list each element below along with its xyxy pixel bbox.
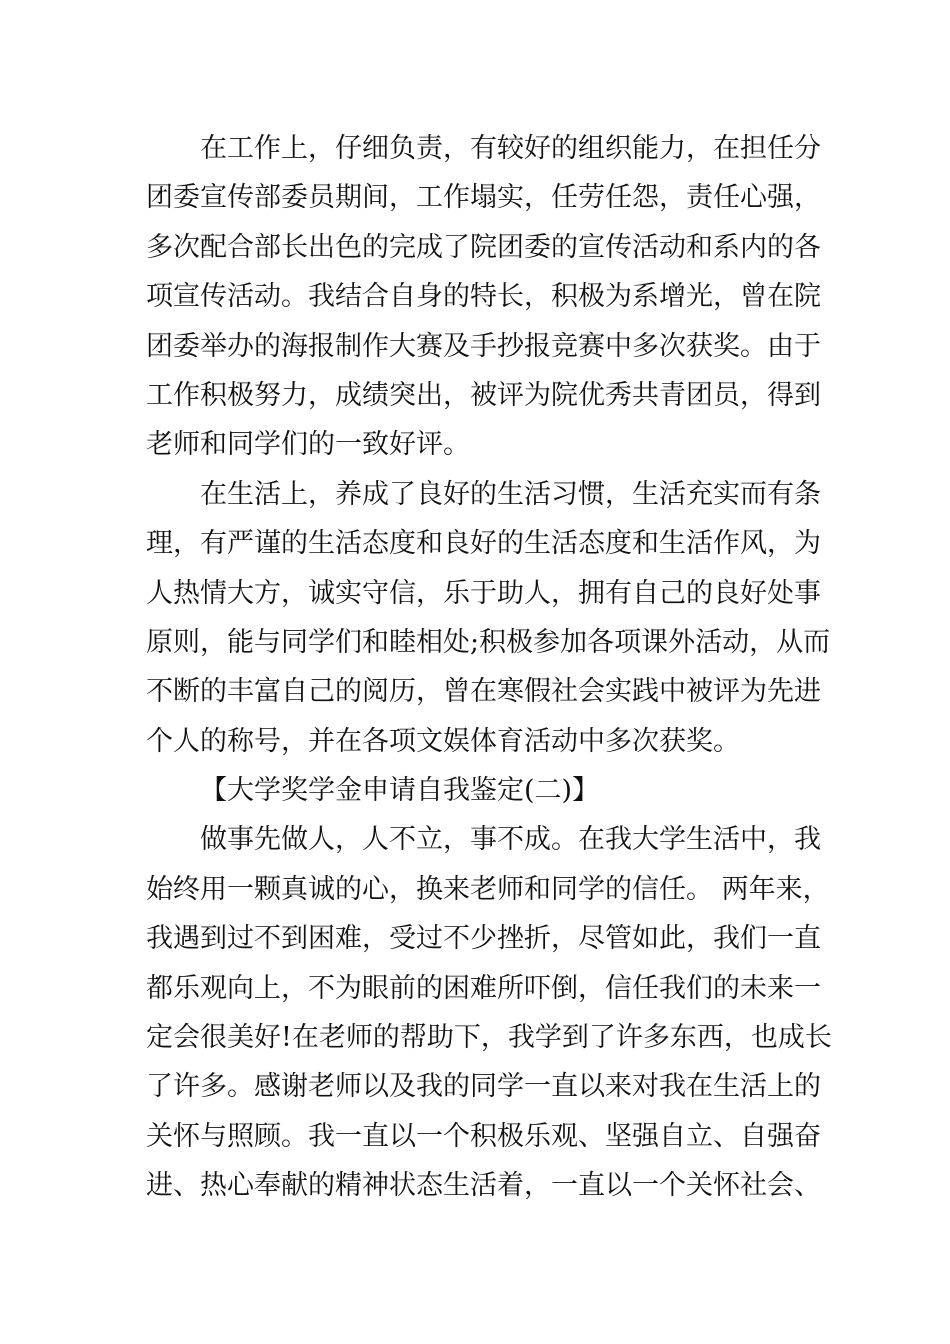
text-line: 老师和同学们的一致好评。 xyxy=(146,429,470,461)
text-line: 团委宣传部委员期间，工作塌实，任劳任怨，责任心强， xyxy=(146,182,821,214)
text-line: 关怀与照顾。我一直以一个积极乐观、坚强自立、自强奋 xyxy=(146,1120,821,1152)
text-line: 进、热心奉献的精神状态生活着，一直以一个关怀社会、 xyxy=(146,1170,821,1202)
text-line: 我遇到过不到困难，受过不少挫折，尽管如此，我们一直 xyxy=(146,923,821,955)
text-line: 理，有严谨的生活态度和良好的生活态度和生活作风，为 xyxy=(146,528,821,560)
text-line: 始终用一颗真诚的心，换来老师和同学的信任。 两年来， xyxy=(146,873,830,905)
text-line: 在工作上，仔细负责，有较好的组织能力，在担任分 xyxy=(200,133,821,164)
text-line: 【大学奖学金申请自我鉴定(二)】 xyxy=(200,775,600,807)
text-line: 定会很美好!在老师的帮助下，我学到了许多东西，也成长 xyxy=(146,1022,832,1054)
text-line: 人热情大方，诚实守信，乐于助人，拥有自己的良好处事 xyxy=(146,577,821,609)
text-line: 原则，能与同学们和睦相处;积极参加各项课外活动，从而 xyxy=(146,626,831,658)
text-line: 了许多。感谢老师以及我的同学一直以来对我在生活上的 xyxy=(146,1071,821,1103)
document-body xyxy=(146,124,832,1211)
text-line: 工作积极努力，成绩突出，被评为院优秀共青团员，得到 xyxy=(146,379,821,411)
text-line: 都乐观向上，不为眼前的困难所吓倒，信任我们的未来一 xyxy=(146,972,821,1004)
text-line: 多次配合部长出色的完成了院团委的宣传活动和系内的各 xyxy=(146,231,821,263)
text-line: 个人的称号，并在各项文娱体育活动中多次获奖。 xyxy=(146,725,740,757)
text-line: 项宣传活动。我结合自身的特长，积极为系增光，曾在院 xyxy=(146,281,821,313)
text-line: 做事先做人，人不立，事不成。在我大学生活中，我 xyxy=(200,824,821,856)
text-line: 不断的丰富自己的阅历，曾在寒假社会实践中被评为先进 xyxy=(146,676,821,708)
text-line: 团委举办的海报制作大赛及手抄报竞赛中多次获奖。由于 xyxy=(146,330,821,362)
text-line: 在生活上，养成了良好的生活习惯，生活充实而有条 xyxy=(200,478,821,510)
